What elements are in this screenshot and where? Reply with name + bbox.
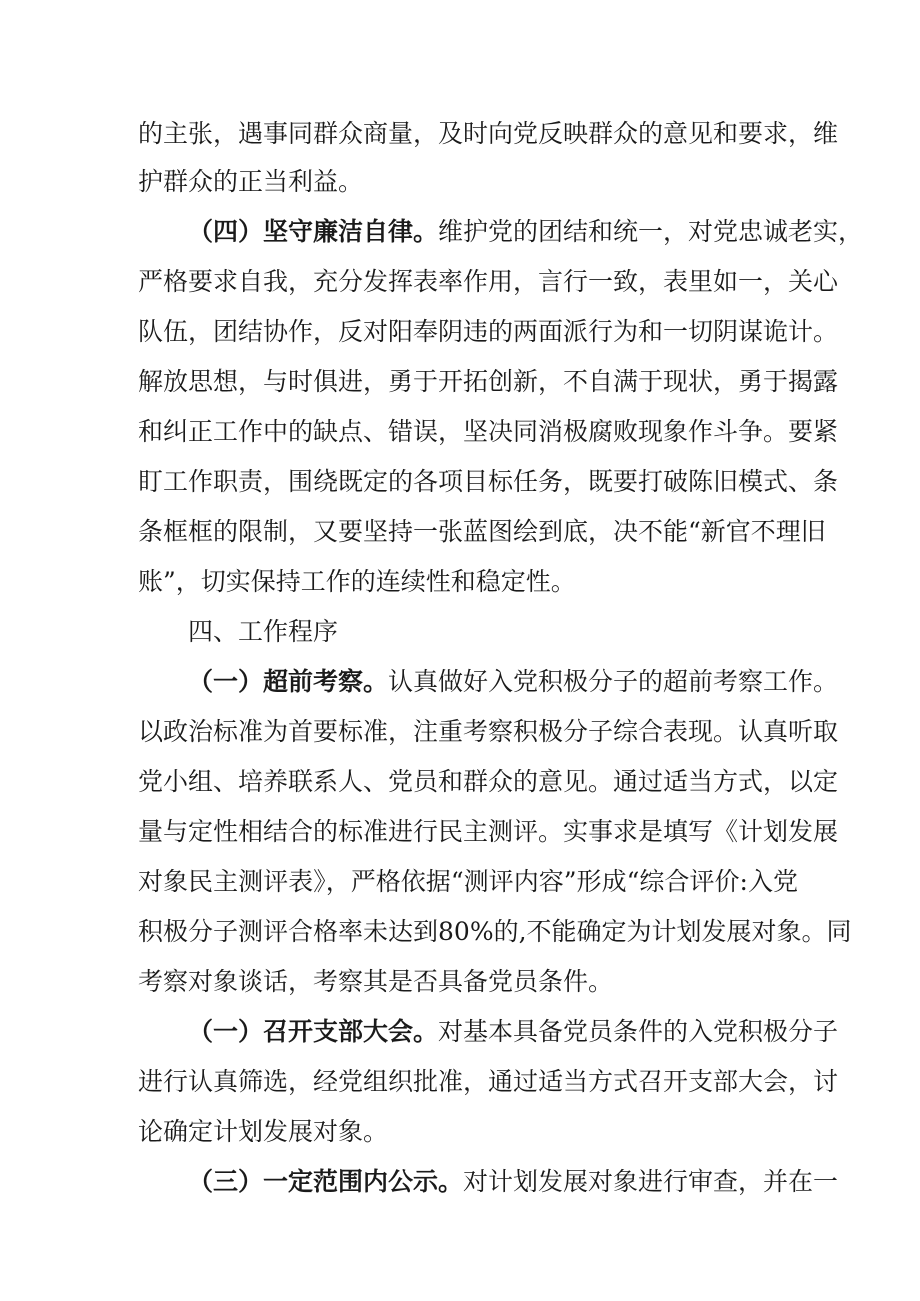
paragraph-line (188, 212, 864, 252)
paragraph-line: 进行认真筛选，经党组织批准，通过适当方式召开支部大会，讨 (138, 1067, 839, 1096)
paragraph-line: 队伍，团结协作，反对阳奉阴违的两面派行为和一切阴谋诡计。 (138, 317, 839, 346)
paragraph-line: 盯工作职责，围绕既定的各项目标任务，既要打破陈旧模式、条 (138, 467, 839, 496)
section-heading: （三）一定范围内公示。 (188, 1167, 464, 1196)
paragraph-line: 论确定计划发展对象。 (138, 1117, 389, 1146)
paragraph-line: 量与定性相结合的标准进行民主测评。实事求是填写《计划发展 (138, 817, 839, 846)
paragraph-text: 维护党的团结和统一，对党忠诚老实， (438, 217, 864, 246)
paragraph-line: 条框框的限制，又要坚持一张蓝图绘到底，决不能“新官不理旧 (138, 517, 826, 546)
paragraph-line: 党小组、培养联系人、党员和群众的意见。通过适当方式，以定 (138, 767, 839, 796)
paragraph-line: 积极分子测评合格率未达到80%的,不能确定为计划发展对象。同 (138, 917, 852, 946)
paragraph-line: 严格要求自我，充分发挥表率作用，言行一致，表里如一，关心 (138, 267, 839, 296)
paragraph-line (188, 662, 839, 702)
paragraph-text: 认真做好入党积极分子的超前考察工作。 (388, 667, 839, 696)
paragraph-line: 和纠正工作中的缺点、错误，坚决同消极腐败现象作斗争。要紧 (138, 417, 839, 446)
paragraph-line (188, 1012, 839, 1052)
paragraph-line: 护群众的正当利益。 (138, 167, 364, 196)
paragraph-line: 考察对象谈话，考察其是否具备党员条件。 (138, 967, 614, 996)
paragraph-line: 的主张，遇事同群众商量，及时向党反映群众的意见和要求，维 (138, 119, 839, 148)
paragraph-line: 以政治标准为首要标准，注重考察积极分子综合表现。认真听取 (138, 717, 839, 746)
paragraph-line: 解放思想，与时俱进，勇于开拓创新，不自满于现状，勇于揭露 (138, 367, 839, 396)
section-heading: （四）坚守廉洁自律。 (188, 217, 439, 246)
paragraph-line: 对象民主测评表》，严格依据“测评内容”形成“综合评价:入党 (138, 867, 798, 896)
section-title: 四、工作程序 (188, 617, 339, 646)
paragraph-text: 对计划发展对象进行审查，并在一 (463, 1167, 839, 1196)
paragraph-line: 账”，切实保持工作的连续性和稳定性。 (138, 567, 576, 596)
section-heading: （一）召开支部大会。 (188, 1017, 439, 1046)
paragraph-line (188, 1162, 839, 1202)
paragraph-text: 对基本具备党员条件的入党积极分子 (438, 1017, 839, 1046)
section-heading: （一）超前考察。 (188, 667, 389, 696)
